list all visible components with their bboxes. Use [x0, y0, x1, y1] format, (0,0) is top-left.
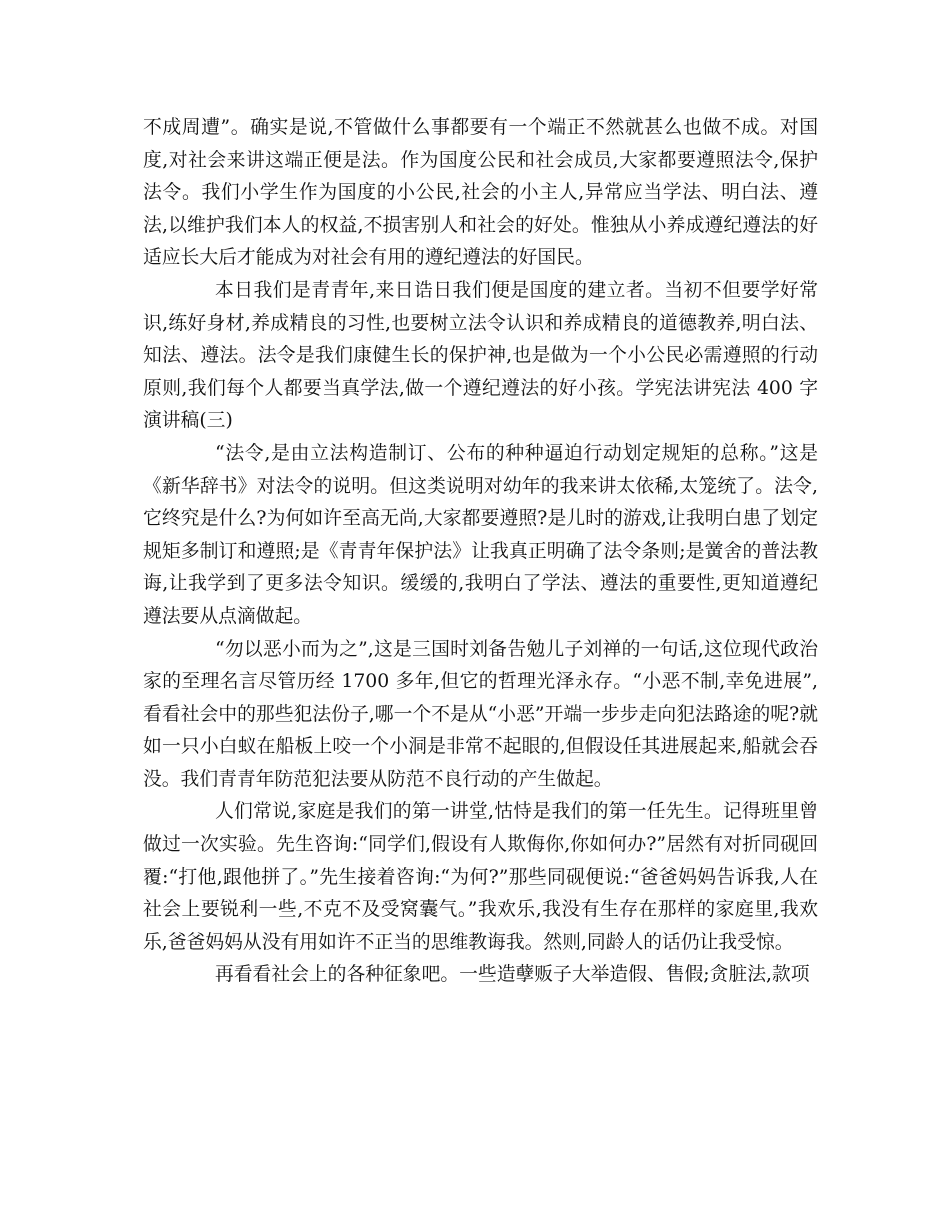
paragraph-4: “勿以恶小而为之”,这是三国时刘备告勉儿子刘禅的一句话,这位现代政治家的至理名言尽管历经 1700 多年,但它的哲理光泽永存。“小恶不制,幸免进展”,看看社会中的那些犯法份子,哪一个不是从“小恶”开端一步步走向犯法路途的呢?就如一只小白蚁在船板上咬一个小洞是非常不起眼的,但假设任其进展起来,船就会吞没。我们青青年防范犯法要从防范不良行动的产生做起。	[143, 638, 818, 790]
paragraph-6: 再看看社会上的各种征象吧。一些造孽贩子大举造假、售假;贪脏法,款项	[215, 964, 810, 986]
paragraph-1: 不成周遭”。确实是说,不管做什么事都要有一个端正不然就甚么也做不成。对国度,对社会来讲这端正便是法。作为国度公民和社会成员,大家都要遵照法令,保护法令。我们小学生作为国度的小公民,社会的小主人,异常应当学法、明白法、遵法,以维护我们本人的权益,不损害别人和社会的好处。惟独从小养成遵纪遵法的好适应长大后才能成为对社会有用的遵纪遵法的好国民。	[143, 117, 818, 269]
paragraph-3: “法令,是由立法构造制订、公布的种种逼迫行动划定规矩的总称。”这是《新华辞书》对法令的说明。但这类说明对幼年的我来讲太依稀,太笼统了。法令,它终究是什么?为何如许至高无尚,大家都要遵照?是儿时的游戏,让我明白患了划定规矩多制订和遵照;是《青青年保护法》让我真正明确了法令条则;是黉舍的普法教诲,让我学到了更多法令知识。缓缓的,我明白了学法、遵法的重要性,更知道遵纪遵法要从点滴做起。	[143, 442, 818, 627]
paragraph-2: 本日我们是青青年,来日诰日我们便是国度的建立者。当初不但要学好常识,练好身材,养成精良的习性,也要树立法令认识和养成精良的道德教养,明白法、知法、遵法。法令是我们康健生长的保护神,也是做为一个小公民必需遵照的行动原则,我们每个人都要当真学法,做一个遵纪遵法的好小孩。学宪法讲宪法 400 字演讲稿(三)	[143, 279, 818, 432]
document-body	[143, 112, 818, 992]
paragraph-5: 人们常说,家庭是我们的第一讲堂,怙恃是我们的第一任先生。记得班里曾做过一次实验。先生咨询:“同学们,假设有人欺侮你,你如何办?”居然有对折同砚回覆:“打他,跟他拼了。”先生接着咨询:“为何?”那些同砚便说:“爸爸妈妈告诉我,人在社会上要锐利一些,不克不及受窝囊气。”我欢乐,我没有生存在那样的家庭里,我欢乐,爸爸妈妈从没有用如许不正当的思维教诲我。然则,同龄人的话仍让我受惊。	[143, 801, 818, 953]
